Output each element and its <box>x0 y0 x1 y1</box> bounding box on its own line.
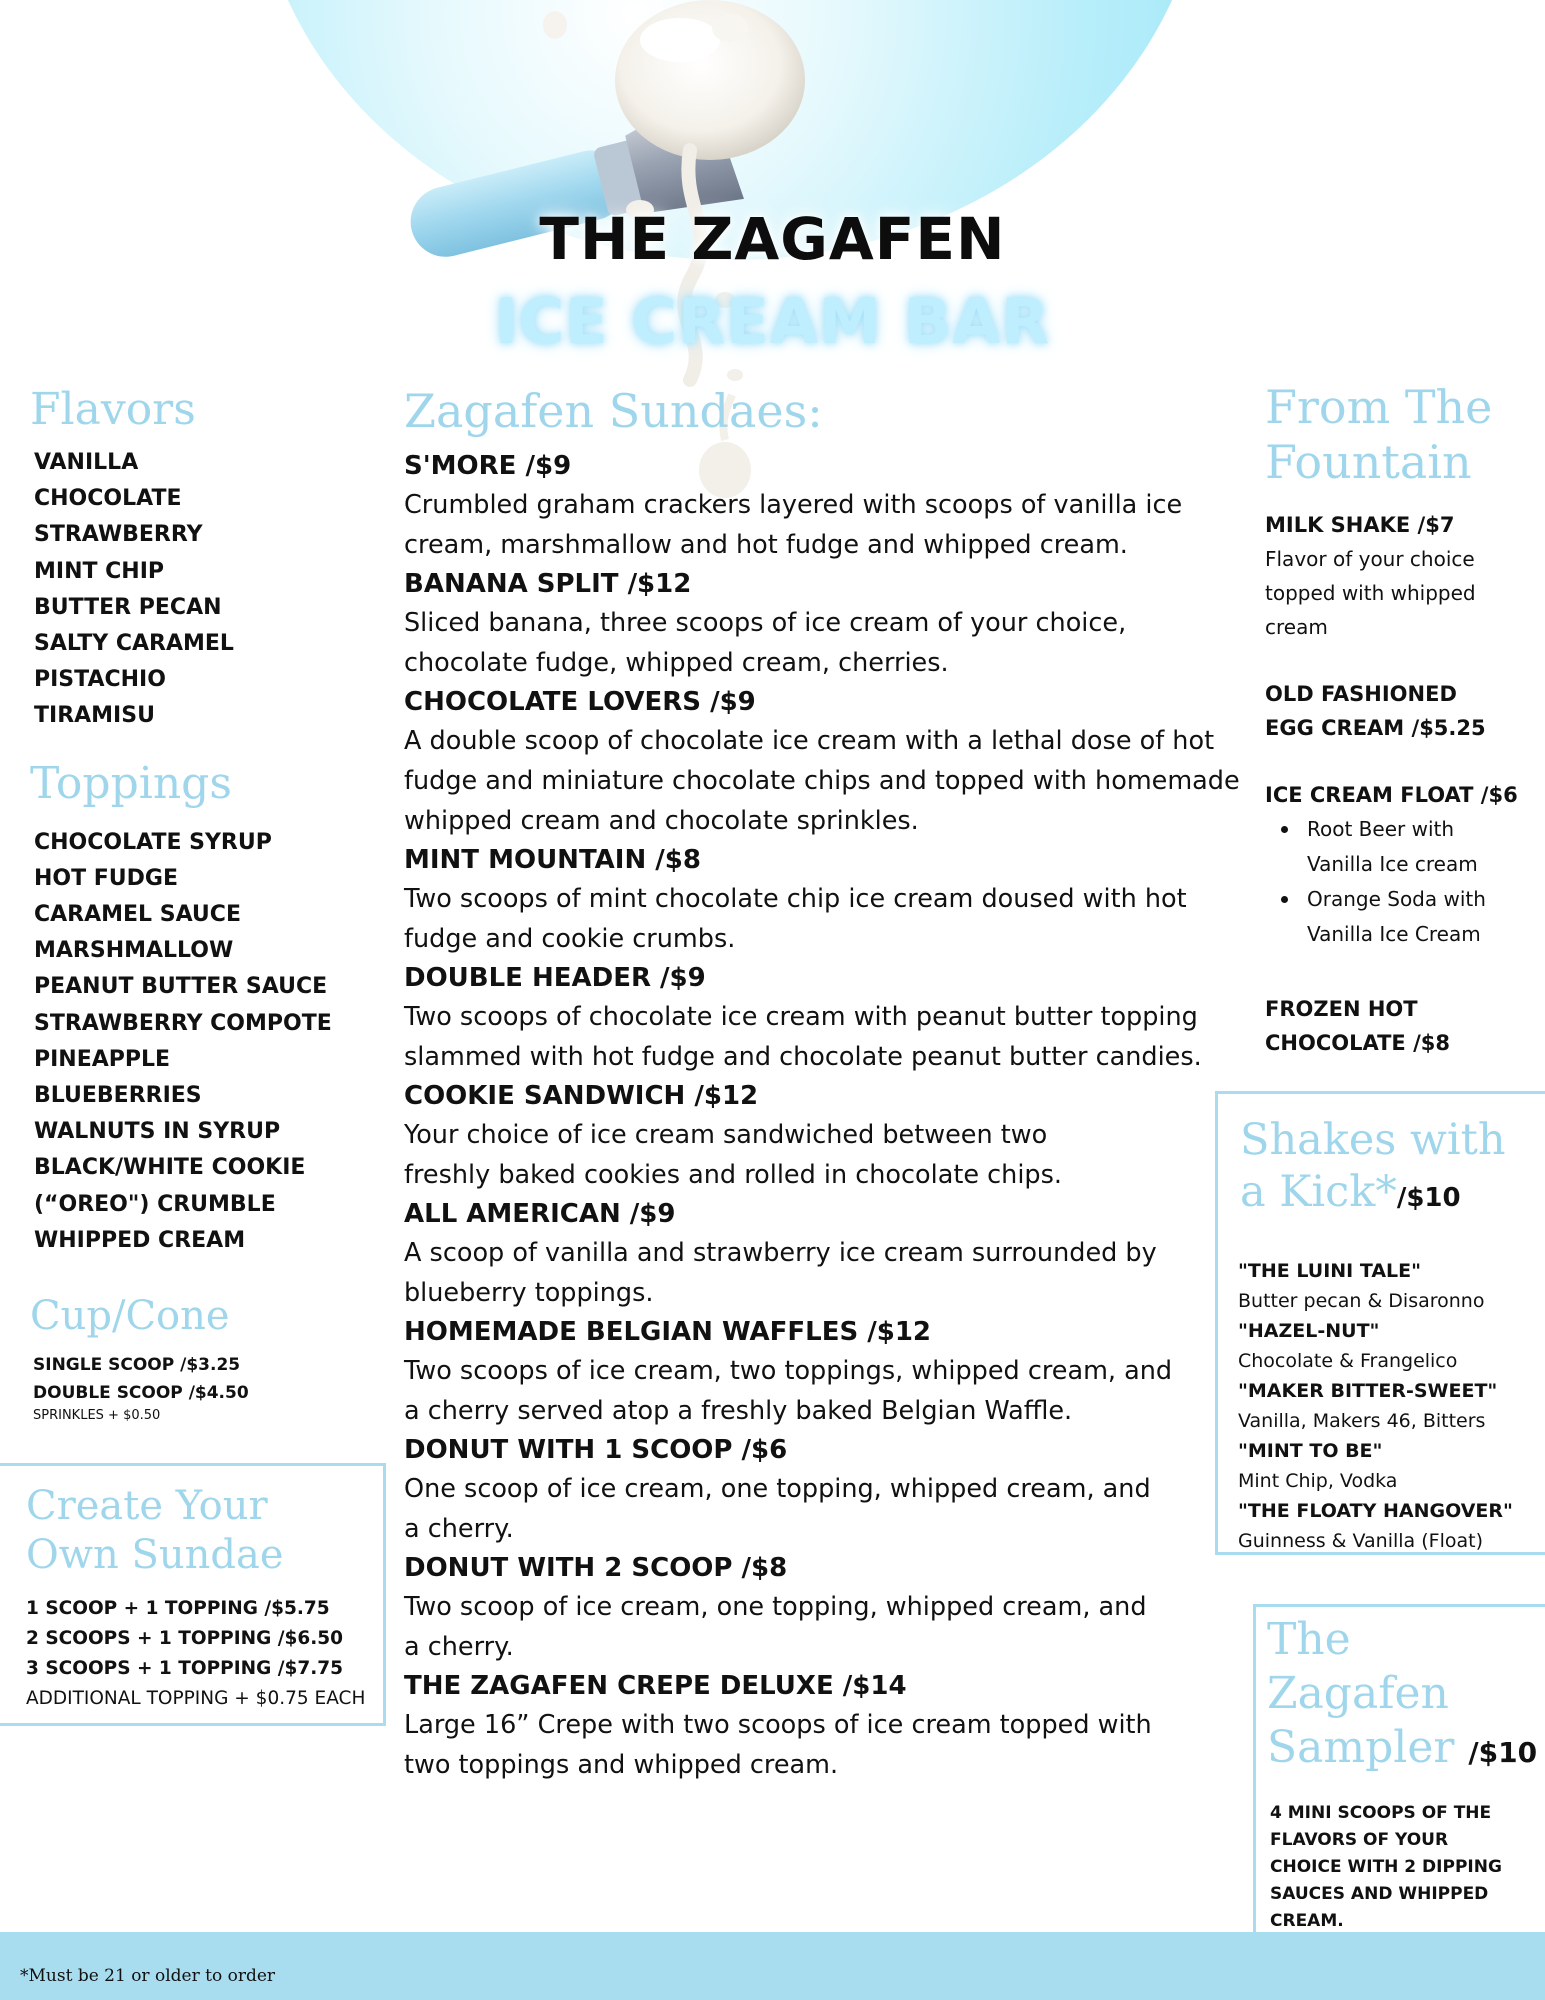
sundae-item <box>404 683 1244 841</box>
sundae-item <box>404 1549 1244 1667</box>
kick-list <box>1238 1256 1545 1556</box>
toppings-list <box>34 825 360 1259</box>
sundae-desc-line: slammed with hot fudge and chocolate peanut butter candies. <box>404 1042 1202 1072</box>
float-option <box>1265 812 1545 882</box>
milkshake-name: MILK SHAKE /$7 <box>1265 513 1455 537</box>
kick-item-name: "THE FLOATY HANGOVER" <box>1238 1500 1513 1522</box>
egg-cream-item <box>1265 677 1545 745</box>
sampler-desc: 4 MINI SCOOPS OF THE FLAVORS OF YOUR CHOICE WITH 2 DIPPING SAUCES AND WHIPPED CREAM. <box>1270 1803 1502 1931</box>
kick-item-name: "THE LUINI TALE" <box>1238 1260 1422 1282</box>
kick-item-desc: Guinness & Vanilla (Float) <box>1238 1530 1483 1552</box>
sundae-desc-line: Sliced banana, three scoops of ice cream of your choice, <box>404 608 1127 638</box>
fountain-heading-line1: From The <box>1265 380 1493 434</box>
float-item <box>1265 778 1545 952</box>
sundae-name: DOUBLE HEADER /$9 <box>404 963 706 993</box>
sundae-item <box>404 1195 1244 1313</box>
sundae-desc-line: One scoop of ice cream, one topping, whipped cream, and <box>404 1474 1151 1504</box>
egg-cream-name-line2: EGG CREAM /$5.25 <box>1265 716 1486 740</box>
create-sundae-box <box>0 1463 386 1726</box>
topping-item: PEANUT BUTTER SAUCE <box>34 974 328 1000</box>
sundae-name: ALL AMERICAN /$9 <box>404 1199 676 1229</box>
float-option-line: Vanilla Ice cream <box>1307 852 1478 876</box>
sundae-desc-line: A scoop of vanilla and strawberry ice cream surrounded by <box>404 1238 1157 1268</box>
sundae-item <box>404 841 1244 959</box>
float-option-line: Orange Soda with <box>1307 887 1486 911</box>
sundaes-list <box>404 447 1244 1785</box>
sundae-desc-line: Two scoop of ice cream, one topping, whipped cream, and <box>404 1592 1147 1622</box>
sundae-name: S'MORE /$9 <box>404 451 572 481</box>
sundae-item <box>404 447 1244 565</box>
float-option <box>1265 882 1545 952</box>
create-sundae-heading-line1: Create Your <box>26 1483 268 1529</box>
sundae-item <box>404 1313 1244 1431</box>
sundae-desc-line: blueberry toppings. <box>404 1278 654 1308</box>
egg-cream-name-line1: OLD FASHIONED <box>1265 682 1457 706</box>
sundae-name: DONUT WITH 1 SCOOP /$6 <box>404 1435 788 1465</box>
topping-item: BLACK/WHITE COOKIE <box>34 1155 306 1181</box>
left-column <box>30 385 360 1425</box>
fountain-heading-line2: Fountain <box>1265 435 1472 489</box>
sundae-desc-line: a cherry served atop a freshly baked Belgian Waffle. <box>404 1396 1073 1426</box>
sundae-item <box>404 565 1244 683</box>
toppings-heading: Toppings <box>30 757 232 809</box>
milkshake-desc-line: cream <box>1265 615 1328 639</box>
double-scoop-price: DOUBLE SCOOP /$4.50 <box>33 1383 249 1404</box>
topping-item: CARAMEL SAUCE <box>34 902 241 928</box>
sundae-name: MINT MOUNTAIN /$8 <box>404 845 701 875</box>
topping-item: HOT FUDGE <box>34 865 179 891</box>
create-sundae-row: 2 SCOOPS + 1 TOPPING /$6.50 <box>26 1628 343 1649</box>
sundae-name: BANANA SPLIT /$12 <box>404 569 692 599</box>
fountain-drinks <box>1265 508 1545 1060</box>
sampler-heading-line1: The <box>1267 1614 1351 1665</box>
sundae-name: COOKIE SANDWICH /$12 <box>404 1081 759 1111</box>
sundae-desc-line: Two scoops of chocolate ice cream with peanut butter topping <box>404 1002 1198 1032</box>
frozen-hot-chocolate-item <box>1265 992 1545 1060</box>
sundae-name: THE ZAGAFEN CREPE DELUXE /$14 <box>404 1671 907 1701</box>
sundae-item <box>404 1667 1244 1785</box>
kick-price: /$10 <box>1396 1183 1461 1213</box>
sprinkles-price: SPRINKLES + $0.50 <box>33 1408 161 1424</box>
sundae-desc-line: fudge and miniature chocolate chips and topped with homemade <box>404 766 1240 796</box>
sundae-item <box>404 959 1244 1077</box>
create-sundae-heading-line2: Own Sundae <box>26 1532 284 1578</box>
sundae-desc-line: whipped cream and chocolate sprinkles. <box>404 806 919 836</box>
create-sundae-rows <box>26 1594 383 1714</box>
fountain-column <box>1265 380 1545 1093</box>
sundae-desc-line: a cherry. <box>404 1514 514 1544</box>
topping-item: MARSHMALLOW <box>34 938 234 964</box>
sundae-desc-line: Large 16” Crepe with two scoops of ice cream topped with <box>404 1710 1152 1740</box>
flavor-item: CHOCOLATE <box>34 486 182 512</box>
float-options <box>1265 812 1545 952</box>
sundae-desc-line: Two scoops of ice cream, two toppings, whipped cream, and <box>404 1356 1173 1386</box>
sampler-price: /$10 <box>1468 1736 1538 1769</box>
sundae-name: HOMEMADE BELGIAN WAFFLES /$12 <box>404 1317 932 1347</box>
topping-item: CHOCOLATE SYRUP <box>34 829 272 855</box>
flavor-item: SALTY CARAMEL <box>34 631 234 657</box>
sundaes-heading: Zagafen Sundaes: <box>404 384 823 438</box>
sampler-box <box>1253 1604 1545 1934</box>
kick-heading-line2-wrap <box>1240 1166 1545 1224</box>
milkshake-desc-line: topped with whipped <box>1265 581 1476 605</box>
topping-item: (“OREO") CRUMBLE <box>34 1191 276 1217</box>
kick-item-name: "HAZEL-NUT" <box>1238 1320 1380 1342</box>
sundae-desc-line: fudge and cookie crumbs. <box>404 924 736 954</box>
kick-heading-line1: Shakes with <box>1240 1115 1506 1165</box>
sundae-item <box>404 1077 1244 1195</box>
kick-item-name: "MINT TO BE" <box>1238 1440 1383 1462</box>
sundae-desc-line: Two scoops of mint chocolate chip ice cream doused with hot <box>404 884 1187 914</box>
menu-title: THE ZAGAFEN <box>539 205 1006 273</box>
sundae-desc-line: Crumbled graham crackers layered with scoops of vanilla ice <box>404 490 1183 520</box>
topping-item: BLUEBERRIES <box>34 1083 202 1109</box>
cup-cone-list <box>33 1351 360 1425</box>
sundae-name: CHOCOLATE LOVERS /$9 <box>404 687 756 717</box>
shakes-with-kick-box <box>1215 1091 1545 1555</box>
milkshake-item <box>1265 508 1545 644</box>
sundae-desc-line: cream, marshmallow and hot fudge and whipped cream. <box>404 530 1128 560</box>
topping-item: PINEAPPLE <box>34 1046 171 1072</box>
flavors-heading: Flavors <box>30 384 196 435</box>
sundaes-column <box>404 385 1244 1785</box>
milkshake-desc-line: Flavor of your choice <box>1265 547 1475 571</box>
flavor-item: VANILLA <box>34 450 139 475</box>
float-option-line: Vanilla Ice Cream <box>1307 922 1481 946</box>
kick-item-desc: Vanilla, Makers 46, Bitters <box>1238 1410 1486 1432</box>
topping-item: WALNUTS IN SYRUP <box>34 1119 281 1145</box>
sundae-item <box>404 1431 1244 1549</box>
float-option-line: Root Beer with <box>1307 817 1455 841</box>
footer-band <box>0 1932 1545 2000</box>
flavor-item: PISTACHIO <box>34 667 166 693</box>
kick-item-desc: Mint Chip, Vodka <box>1238 1470 1398 1492</box>
single-scoop-price: SINGLE SCOOP /$3.25 <box>33 1355 241 1376</box>
frozen-name-line1: FROZEN HOT <box>1265 997 1418 1021</box>
menu-subtitle: ICE CREAM BAR <box>494 285 1051 358</box>
flavor-item: BUTTER PECAN <box>34 594 222 620</box>
topping-item: WHIPPED CREAM <box>34 1227 246 1253</box>
kick-item-name: "MAKER BITTER-SWEET" <box>1238 1380 1498 1402</box>
sundae-desc-line: Your choice of ice cream sandwiched between two <box>404 1120 1048 1150</box>
sundae-desc-line: a cherry. <box>404 1632 514 1662</box>
flavor-item: MINT CHIP <box>34 558 165 584</box>
create-sundae-row: 3 SCOOPS + 1 TOPPING /$7.75 <box>26 1658 343 1679</box>
flavor-item: TIRAMISU <box>34 703 155 729</box>
sundae-desc-line: two toppings and whipped cream. <box>404 1750 839 1780</box>
flavor-item: STRAWBERRY <box>34 522 203 548</box>
sundae-desc-line: chocolate fudge, whipped cream, cherries. <box>404 648 949 678</box>
sundae-desc-line: freshly baked cookies and rolled in chocolate chips. <box>404 1160 1062 1190</box>
sampler-heading-line3-wrap <box>1267 1721 1545 1780</box>
float-name: ICE CREAM FLOAT /$6 <box>1265 783 1518 807</box>
sampler-heading-line2: Zagafen <box>1267 1668 1449 1719</box>
flavors-list <box>34 445 360 735</box>
kick-item-desc: Chocolate & Frangelico <box>1238 1350 1458 1372</box>
frozen-name-line2: CHOCOLATE /$8 <box>1265 1031 1450 1055</box>
age-disclaimer: *Must be 21 or older to order <box>20 1966 276 1986</box>
create-sundae-row: 1 SCOOP + 1 TOPPING /$5.75 <box>26 1598 330 1619</box>
cup-cone-heading: Cup/Cone <box>30 1293 230 1340</box>
sampler-heading-line3: Sampler <box>1267 1722 1455 1773</box>
kick-item-desc: Butter pecan & Disaronno <box>1238 1290 1485 1312</box>
topping-item: STRAWBERRY COMPOTE <box>34 1010 332 1036</box>
sundae-desc-line: A double scoop of chocolate ice cream with a lethal dose of hot <box>404 726 1215 756</box>
sundae-name: DONUT WITH 2 SCOOP /$8 <box>404 1553 788 1583</box>
additional-topping-price: ADDITIONAL TOPPING + $0.75 EACH <box>26 1688 366 1709</box>
kick-heading-line2: a Kick* <box>1240 1167 1397 1217</box>
